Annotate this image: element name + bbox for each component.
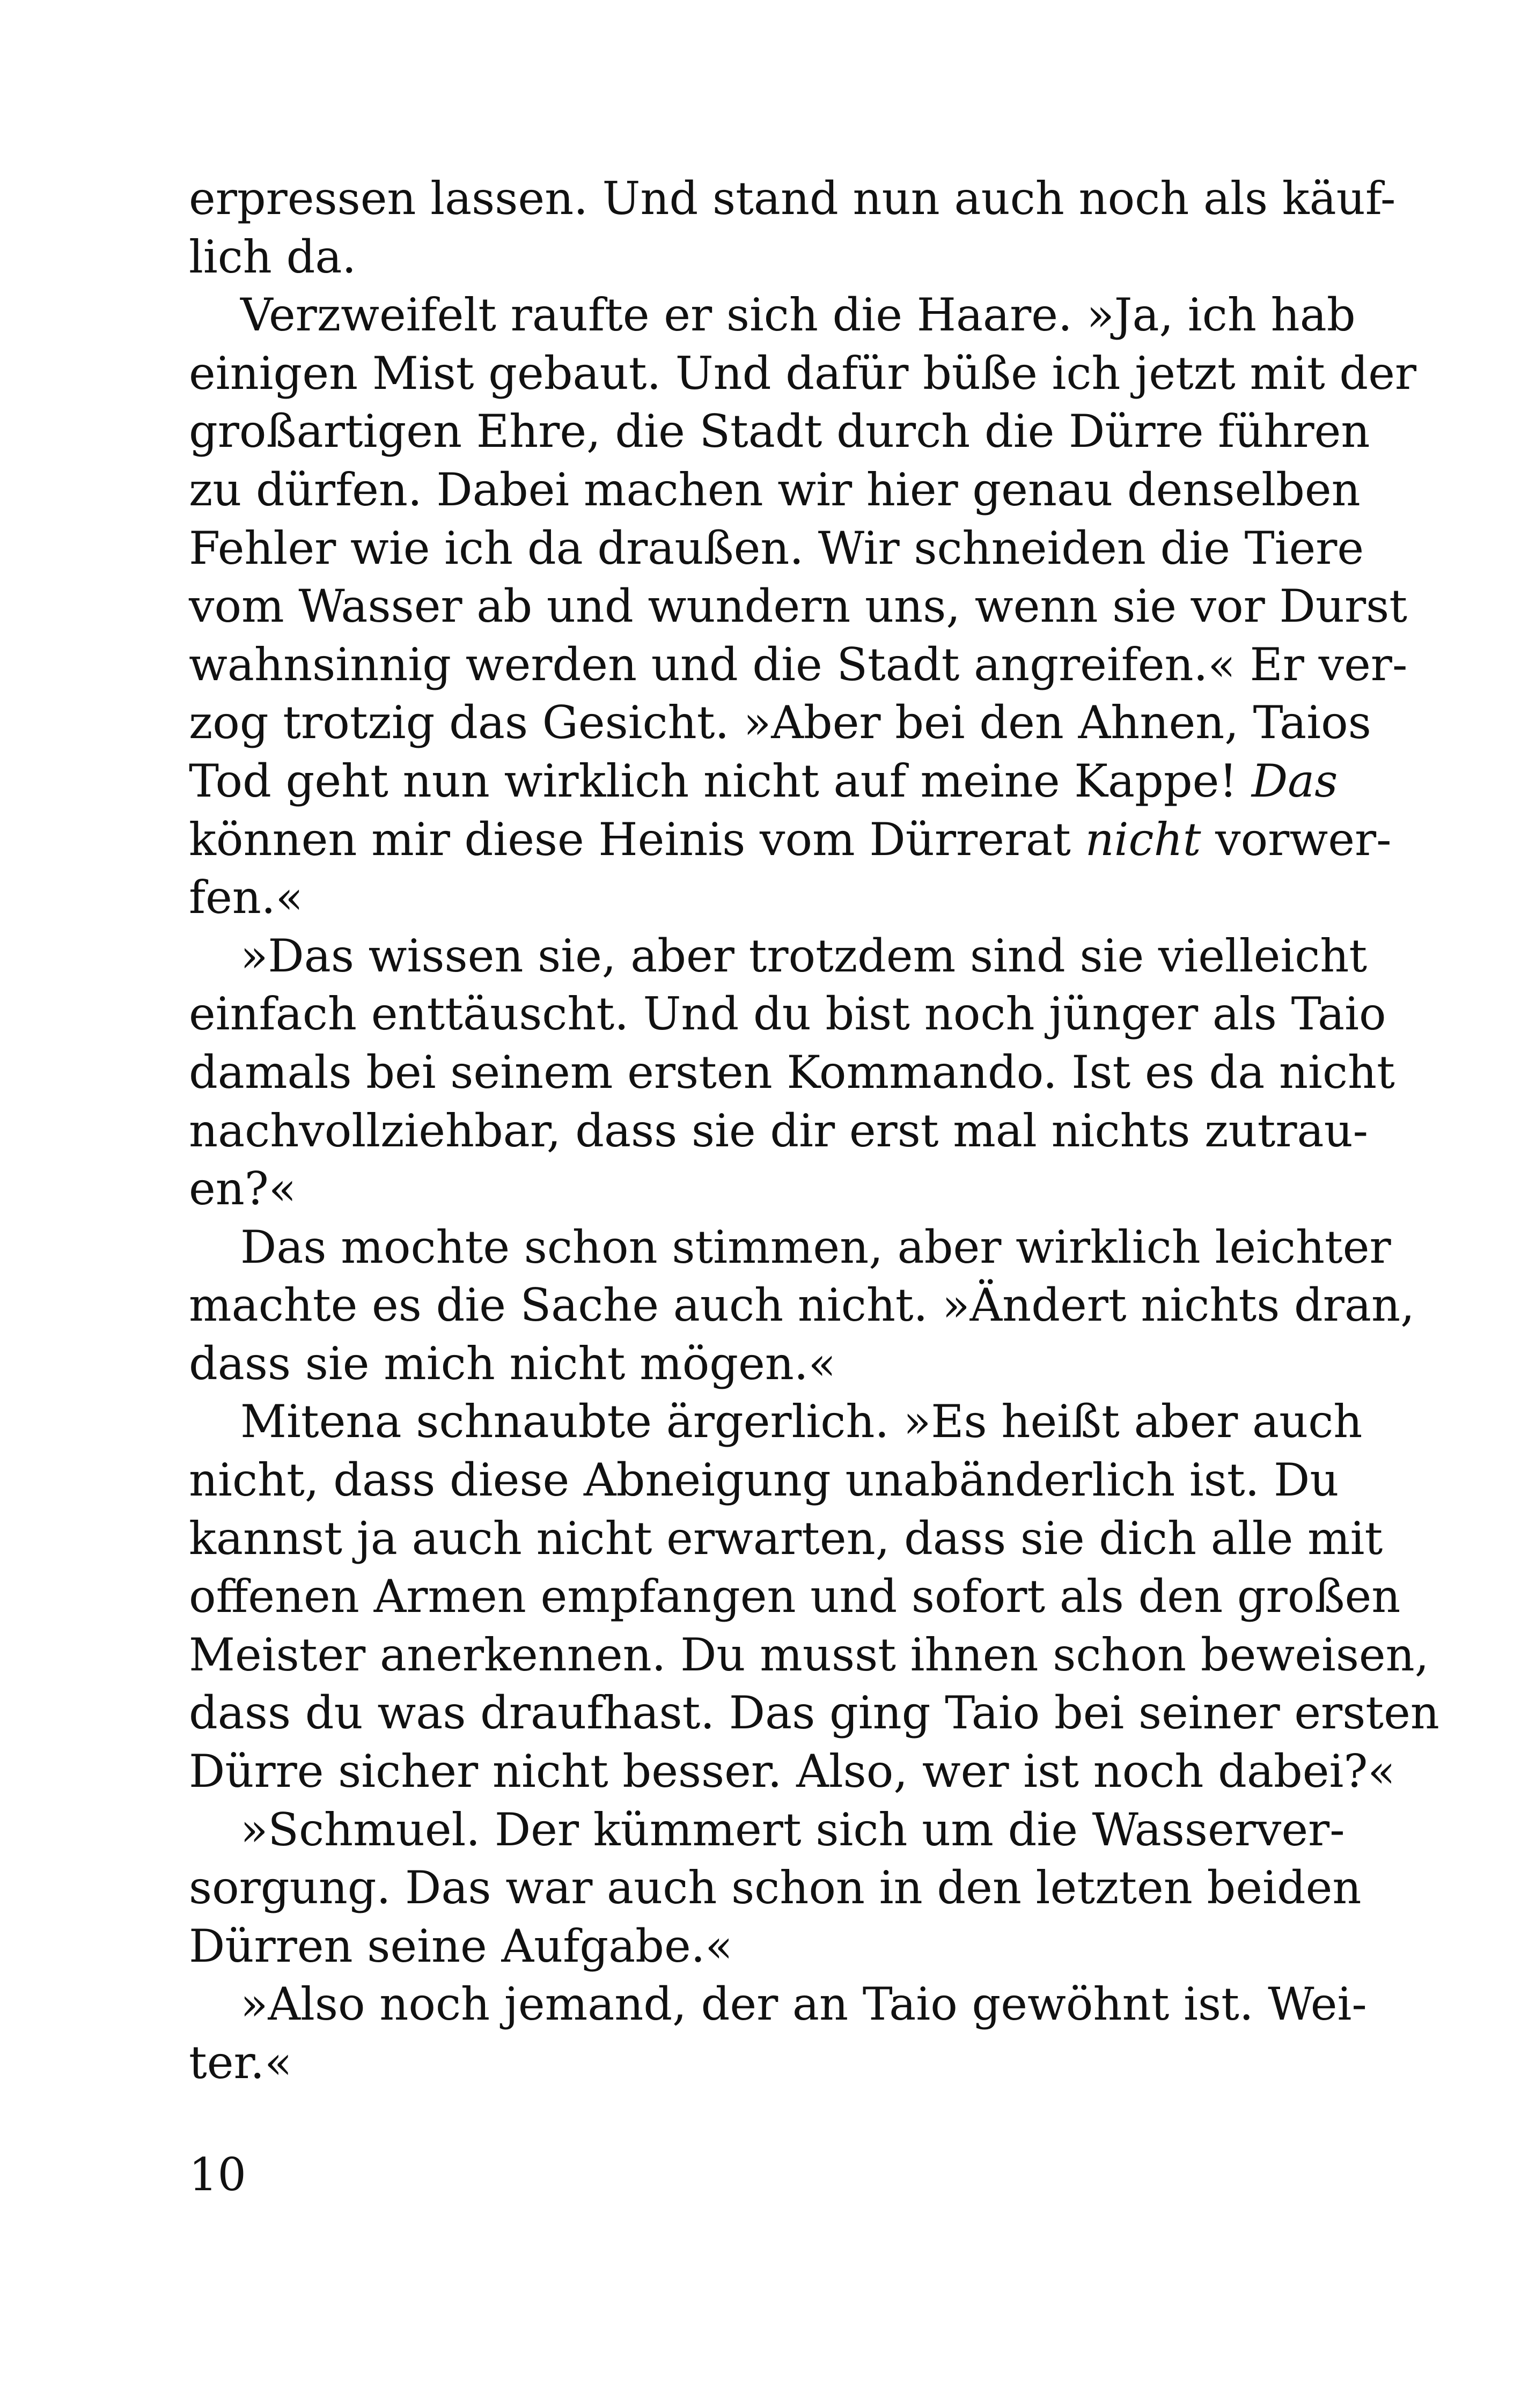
text-span: machte es die Sache auch nicht. »Ändert nichts dran, [189, 1279, 1415, 1332]
text-span: Das mochte schon stimmen, aber wirklich leichter [240, 1220, 1391, 1273]
text-line [189, 402, 1370, 461]
text-line [189, 752, 1338, 811]
text-line [189, 1917, 1277, 1976]
text-line [189, 1160, 1277, 1218]
text-line [189, 519, 1364, 578]
text-span: nachvollziehbar, dass sie dir erst mal nichts zutrau- [189, 1104, 1369, 1157]
italic-emphasis: Das [1251, 754, 1338, 807]
text-span: einigen Mist gebaut. Und dafür büße ich jetzt mit der [189, 347, 1417, 400]
text-span: wahnsinnig werden und die Stadt angreifen.« Er ver- [189, 638, 1408, 691]
text-span: zog trotzig das Gesicht. »Aber bei den Ahnen, Taios [189, 696, 1371, 749]
text-span: erpressen lassen. Und stand nun auch noch als käuf- [189, 172, 1396, 225]
paragraph-start-line [189, 1975, 1367, 2034]
text-span: dass sie mich nicht mögen.« [189, 1337, 836, 1390]
paragraph-start-line [189, 286, 1356, 344]
text-span: Mitena schnaubte ärgerlich. »Es heißt aber auch [240, 1395, 1363, 1448]
text-line [189, 1102, 1369, 1160]
text-span: »Das wissen sie, aber trotzdem sind sie vielleicht [240, 929, 1368, 982]
text-line [189, 228, 1277, 286]
text-span: Dürre sicher nicht besser. Also, wer ist noch dabei?« [189, 1745, 1395, 1798]
text-line [189, 461, 1361, 519]
text-line [189, 1567, 1401, 1626]
text-line [189, 1859, 1362, 1917]
text-line [189, 1043, 1395, 1102]
text-span: großartigen Ehre, die Stadt durch die Dürre führen [189, 405, 1370, 458]
text-span: damals bei seinem ersten Kommando. Ist es da nicht [189, 1045, 1395, 1099]
text-span: kannst ja auch nicht erwarten, dass sie dich alle mit [189, 1512, 1383, 1565]
text-line [189, 1509, 1383, 1568]
text-span: Fehler wie ich da draußen. Wir schneiden die Tiere [189, 521, 1364, 575]
body-text [189, 170, 1439, 2092]
text-span: »Schmuel. Der kümmert sich um die Wasserver- [240, 1803, 1345, 1856]
text-line [189, 1684, 1439, 1742]
paragraph-start-line [189, 1393, 1363, 1451]
text-span: ter.« [189, 2036, 292, 2089]
text-line [189, 1451, 1339, 1509]
text-line [189, 636, 1408, 694]
text-span: lich da. [189, 230, 357, 283]
text-line [189, 577, 1407, 636]
text-span: »Also noch jemand, der an Taio gewöhnt ist. Wei- [240, 1978, 1367, 2031]
text-line [189, 344, 1417, 403]
paragraph-start-line [189, 927, 1368, 985]
paragraph-start-line [189, 1801, 1345, 1859]
text-span: Dürren seine Aufgabe.« [189, 1919, 733, 1972]
text-span: Tod geht nun wirklich nicht auf meine Kappe! [189, 754, 1252, 807]
text-span: zu dürfen. Dabei machen wir hier genau denselben [189, 463, 1361, 516]
text-line [189, 170, 1396, 228]
italic-emphasis: nicht [1085, 813, 1201, 866]
text-span: Meister anerkennen. Du musst ihnen schon beweisen, [189, 1628, 1429, 1681]
text-line [189, 868, 1277, 927]
text-line [189, 1626, 1429, 1684]
text-span: Verzweifelt raufte er sich die Haare. »Ja, ich hab [240, 289, 1356, 342]
text-line [189, 985, 1386, 1043]
text-span: nicht, dass diese Abneigung unabänderlich ist. Du [189, 1454, 1339, 1507]
text-line [189, 811, 1392, 869]
page-number: 10 [189, 2148, 246, 2201]
text-span: vom Wasser ab und wundern uns, wenn sie vor Durst [189, 580, 1407, 633]
text-span: vorwer- [1201, 813, 1392, 866]
text-span: können mir diese Heinis vom Dürrerat [189, 813, 1085, 866]
text-line [189, 1276, 1415, 1335]
text-line [189, 1335, 1277, 1393]
text-line [189, 2034, 1277, 2092]
text-span: einfach enttäuscht. Und du bist noch jünger als Taio [189, 988, 1386, 1041]
paragraph-start-line [189, 1218, 1391, 1277]
text-line [189, 1742, 1395, 1801]
text-span: en?« [189, 1162, 297, 1216]
text-span: sorgung. Das war auch schon in den letzten beiden [189, 1861, 1362, 1914]
text-span: offenen Armen empfangen und sofort als den großen [189, 1570, 1401, 1623]
text-span: dass du was draufhast. Das ging Taio bei seiner ersten [189, 1687, 1439, 1740]
text-span: fen.« [189, 871, 303, 924]
text-line [189, 694, 1371, 752]
